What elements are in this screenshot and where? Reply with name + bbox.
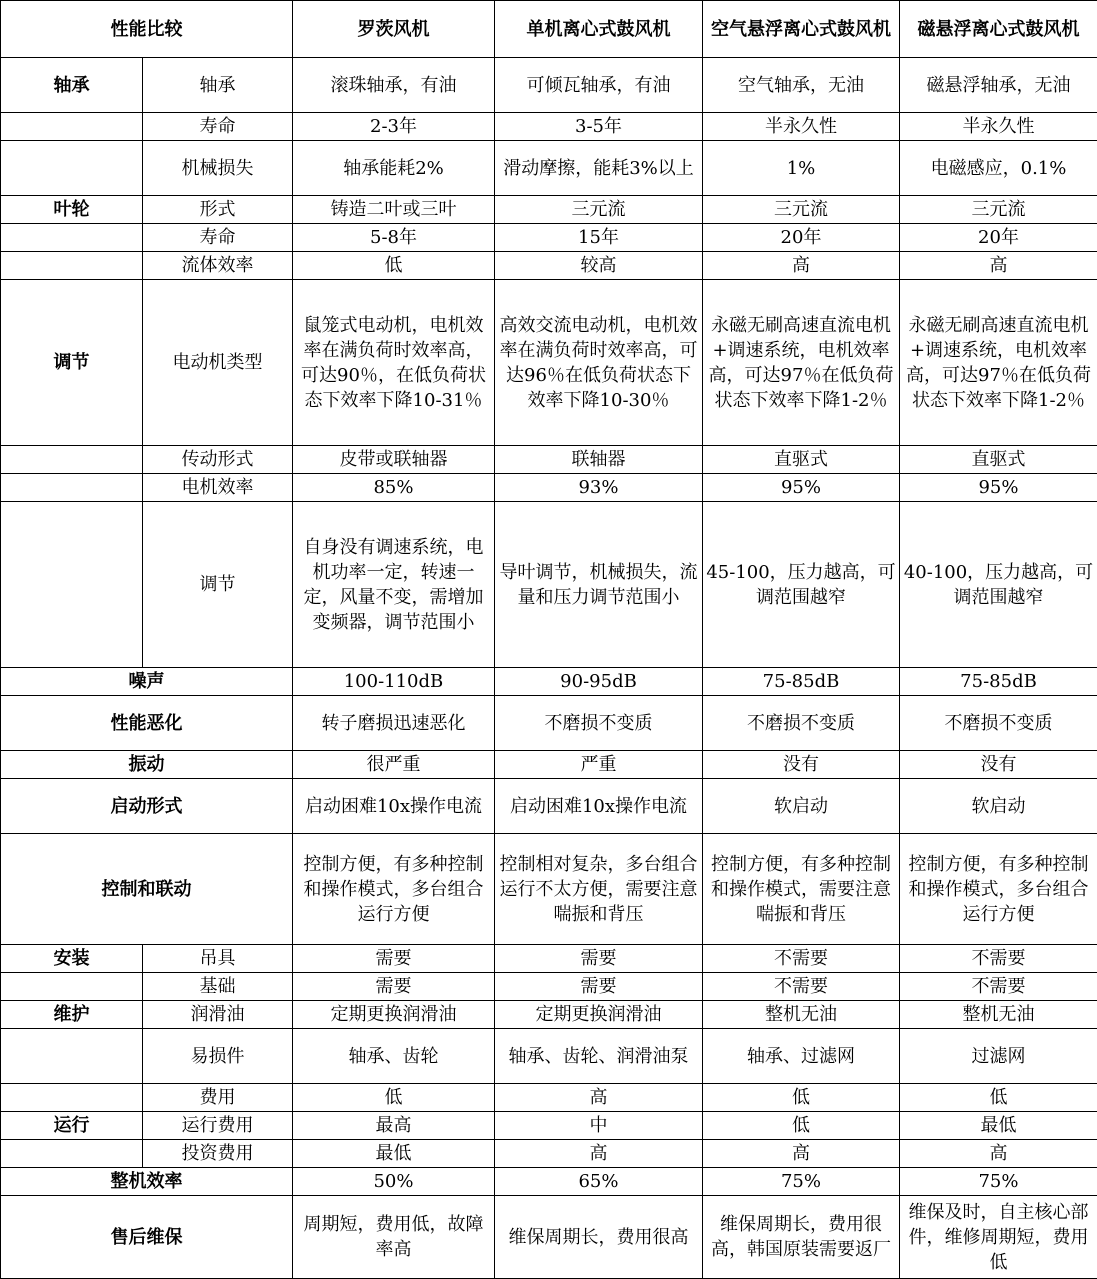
cell: 过滤网 xyxy=(900,1029,1097,1084)
cell: 85% xyxy=(293,474,495,502)
row-label: 寿命 xyxy=(143,224,293,252)
cell: 需要 xyxy=(293,945,495,973)
cell: 转子磨损迅速恶化 xyxy=(293,696,495,751)
group-label-empty xyxy=(1,446,143,474)
cell: 整机无油 xyxy=(900,1001,1097,1029)
group-label-bearing: 轴承 xyxy=(1,58,143,113)
cell: 维保周期长，费用很高，韩国原装需要返厂 xyxy=(703,1196,900,1279)
cell: 铸造二叶或三叶 xyxy=(293,196,495,224)
table-row xyxy=(1,474,1097,502)
cell: 不需要 xyxy=(703,945,900,973)
table-row xyxy=(1,834,1097,945)
cell: 不磨损不变质 xyxy=(703,696,900,751)
group-label-empty xyxy=(1,502,143,668)
cell: 低 xyxy=(293,1084,495,1112)
cell: 软启动 xyxy=(900,779,1097,834)
cell: 高 xyxy=(495,1140,703,1168)
row-label: 流体效率 xyxy=(143,252,293,280)
cell: 15年 xyxy=(495,224,703,252)
table-row xyxy=(1,196,1097,224)
row-label-startup: 启动形式 xyxy=(1,779,293,834)
cell: 最高 xyxy=(293,1112,495,1140)
cell: 不需要 xyxy=(900,945,1097,973)
table-row xyxy=(1,751,1097,779)
row-label-control: 控制和联动 xyxy=(1,834,293,945)
row-label: 费用 xyxy=(143,1084,293,1112)
table-row xyxy=(1,280,1097,446)
cell: 磁悬浮轴承，无油 xyxy=(900,58,1097,113)
cell: 高效交流电动机，电机效率在满负荷时效率高，可达96％在低负荷状态下效率下降10-30％ xyxy=(495,280,703,446)
cell: 最低 xyxy=(900,1112,1097,1140)
cell: 不磨损不变质 xyxy=(495,696,703,751)
row-label: 机械损失 xyxy=(143,141,293,196)
table-row xyxy=(1,58,1097,113)
cell: 轴承、齿轮 xyxy=(293,1029,495,1084)
table-row xyxy=(1,1084,1097,1112)
table-row xyxy=(1,779,1097,834)
group-label-operation: 运行 xyxy=(1,1112,143,1140)
cell: 75-85dB xyxy=(703,668,900,696)
cell: 20年 xyxy=(900,224,1097,252)
table-row xyxy=(1,945,1097,973)
cell: 低 xyxy=(703,1084,900,1112)
row-label-overall-eff: 整机效率 xyxy=(1,1168,293,1196)
cell: 95% xyxy=(900,474,1097,502)
row-label-vibration: 振动 xyxy=(1,751,293,779)
table-row xyxy=(1,502,1097,668)
cell: 三元流 xyxy=(495,196,703,224)
group-label-empty xyxy=(1,141,143,196)
cell: 45-100，压力越高，可调范围越窄 xyxy=(703,502,900,668)
header-row xyxy=(1,1,1097,58)
cell: 93% xyxy=(495,474,703,502)
cell: 电磁感应，0.1% xyxy=(900,141,1097,196)
cell: 三元流 xyxy=(703,196,900,224)
cell: 中 xyxy=(495,1112,703,1140)
table-row xyxy=(1,696,1097,751)
cell: 半永久性 xyxy=(900,113,1097,141)
table-row xyxy=(1,113,1097,141)
table-row xyxy=(1,1029,1097,1084)
cell: 空气轴承，无油 xyxy=(703,58,900,113)
row-label: 形式 xyxy=(143,196,293,224)
cell: 周期短，费用低，故障率高 xyxy=(293,1196,495,1279)
row-label-service: 售后维保 xyxy=(1,1196,293,1279)
cell: 维保周期长，费用很高 xyxy=(495,1196,703,1279)
cell: 95% xyxy=(703,474,900,502)
row-label: 调节 xyxy=(143,502,293,668)
cell: 整机无油 xyxy=(703,1001,900,1029)
group-label-empty xyxy=(1,973,143,1001)
cell: 轴承、过滤网 xyxy=(703,1029,900,1084)
cell: 滑动摩擦，能耗3%以上 xyxy=(495,141,703,196)
cell: 需要 xyxy=(495,945,703,973)
cell: 定期更换润滑油 xyxy=(293,1001,495,1029)
cell: 轴承能耗2% xyxy=(293,141,495,196)
cell: 需要 xyxy=(495,973,703,1001)
cell: 控制方便，有多种控制和操作模式，多台组合运行方便 xyxy=(293,834,495,945)
header-centrifugal-blower: 单机离心式鼓风机 xyxy=(495,1,703,58)
header-air-bearing-blower: 空气悬浮离心式鼓风机 xyxy=(703,1,900,58)
cell: 2-3年 xyxy=(293,113,495,141)
cell: 控制相对复杂，多台组合运行不太方便，需要注意喘振和背压 xyxy=(495,834,703,945)
table-row xyxy=(1,1140,1097,1168)
row-label: 基础 xyxy=(143,973,293,1001)
cell: 启动困难10x操作电流 xyxy=(495,779,703,834)
cell: 高 xyxy=(900,252,1097,280)
cell: 严重 xyxy=(495,751,703,779)
cell: 导叶调节，机械损失，流量和压力调节范围小 xyxy=(495,502,703,668)
group-label-empty xyxy=(1,224,143,252)
cell: 皮带或联轴器 xyxy=(293,446,495,474)
cell: 可倾瓦轴承，有油 xyxy=(495,58,703,113)
row-label: 易损件 xyxy=(143,1029,293,1084)
cell: 40-100，压力越高，可调范围越窄 xyxy=(900,502,1097,668)
group-label-empty xyxy=(1,1140,143,1168)
cell: 维保及时，自主核心部件，维修周期短，费用低 xyxy=(900,1196,1097,1279)
header-category: 性能比较 xyxy=(1,1,293,58)
table-row xyxy=(1,973,1097,1001)
group-label-install: 安装 xyxy=(1,945,143,973)
row-label: 寿命 xyxy=(143,113,293,141)
cell: 自身没有调速系统，电机功率一定，转速一定，风量不变，需增加变频器，调节范围小 xyxy=(293,502,495,668)
row-label-degradation: 性能恶化 xyxy=(1,696,293,751)
cell: 直驱式 xyxy=(703,446,900,474)
group-label-empty xyxy=(1,1029,143,1084)
table-row xyxy=(1,1112,1097,1140)
cell: 控制方便，有多种控制和操作模式，多台组合运行方便 xyxy=(900,834,1097,945)
row-label: 电机效率 xyxy=(143,474,293,502)
cell: 三元流 xyxy=(900,196,1097,224)
cell: 很严重 xyxy=(293,751,495,779)
row-label: 投资费用 xyxy=(143,1140,293,1168)
cell: 75-85dB xyxy=(900,668,1097,696)
group-label-impeller: 叶轮 xyxy=(1,196,143,224)
cell: 不磨损不变质 xyxy=(900,696,1097,751)
cell: 90-95dB xyxy=(495,668,703,696)
header-maglev-blower: 磁悬浮离心式鼓风机 xyxy=(900,1,1097,58)
cell: 低 xyxy=(900,1084,1097,1112)
table-row xyxy=(1,1196,1097,1279)
row-label-noise: 噪声 xyxy=(1,668,293,696)
cell: 高 xyxy=(703,252,900,280)
cell: 启动困难10x操作电流 xyxy=(293,779,495,834)
cell: 50% xyxy=(293,1168,495,1196)
cell: 没有 xyxy=(703,751,900,779)
header-roots-blower: 罗茨风机 xyxy=(293,1,495,58)
cell: 直驱式 xyxy=(900,446,1097,474)
cell: 3-5年 xyxy=(495,113,703,141)
table-row xyxy=(1,252,1097,280)
group-label-empty xyxy=(1,252,143,280)
cell: 低 xyxy=(293,252,495,280)
cell: 鼠笼式电动机，电机效率在满负荷时效率高，可达90％，在低负荷状态下效率下降10-31％ xyxy=(293,280,495,446)
cell: 高 xyxy=(495,1084,703,1112)
cell: 永磁无刷高速直流电机+调速系统，电机效率高，可达97％在低负荷状态下效率下降1-2％ xyxy=(703,280,900,446)
cell: 低 xyxy=(703,1112,900,1140)
cell: 65% xyxy=(495,1168,703,1196)
cell: 滚珠轴承，有油 xyxy=(293,58,495,113)
cell: 不需要 xyxy=(703,973,900,1001)
table-row xyxy=(1,1168,1097,1196)
cell: 轴承、齿轮、润滑油泵 xyxy=(495,1029,703,1084)
table-row xyxy=(1,1001,1097,1029)
row-label: 轴承 xyxy=(143,58,293,113)
table-row xyxy=(1,668,1097,696)
table-row xyxy=(1,446,1097,474)
group-label-empty xyxy=(1,1084,143,1112)
cell: 最低 xyxy=(293,1140,495,1168)
cell: 永磁无刷高速直流电机+调速系统，电机效率高，可达97％在低负荷状态下效率下降1-2％ xyxy=(900,280,1097,446)
row-label: 电动机类型 xyxy=(143,280,293,446)
cell: 1% xyxy=(703,141,900,196)
cell: 75% xyxy=(703,1168,900,1196)
cell: 100-110dB xyxy=(293,668,495,696)
cell: 75% xyxy=(900,1168,1097,1196)
cell: 高 xyxy=(900,1140,1097,1168)
group-label-empty xyxy=(1,113,143,141)
table-row xyxy=(1,224,1097,252)
group-label-maintenance: 维护 xyxy=(1,1001,143,1029)
cell: 半永久性 xyxy=(703,113,900,141)
cell: 控制方便，有多种控制和操作模式，需要注意喘振和背压 xyxy=(703,834,900,945)
row-label: 传动形式 xyxy=(143,446,293,474)
cell: 高 xyxy=(703,1140,900,1168)
cell: 联轴器 xyxy=(495,446,703,474)
cell: 软启动 xyxy=(703,779,900,834)
row-label: 润滑油 xyxy=(143,1001,293,1029)
row-label: 运行费用 xyxy=(143,1112,293,1140)
row-label: 吊具 xyxy=(143,945,293,973)
cell: 定期更换润滑油 xyxy=(495,1001,703,1029)
table-row xyxy=(1,141,1097,196)
cell: 不需要 xyxy=(900,973,1097,1001)
cell: 没有 xyxy=(900,751,1097,779)
group-label-empty xyxy=(1,474,143,502)
cell: 20年 xyxy=(703,224,900,252)
group-label-regulation: 调节 xyxy=(1,280,143,446)
cell: 较高 xyxy=(495,252,703,280)
cell: 需要 xyxy=(293,973,495,1001)
cell: 5-8年 xyxy=(293,224,495,252)
